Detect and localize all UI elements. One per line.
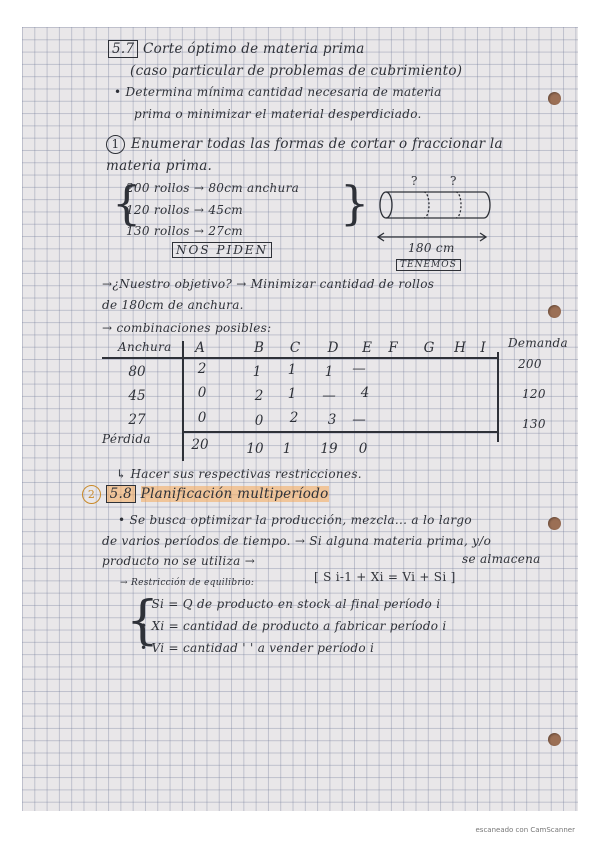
table-cell: — xyxy=(352,412,366,428)
step-text: materia prima. xyxy=(106,158,213,174)
section-header-58 xyxy=(82,485,329,504)
column-header: D xyxy=(327,340,339,356)
row-label: 45 xyxy=(128,388,146,404)
section-header-57 xyxy=(108,41,365,57)
tenemos-box: TENEMOS xyxy=(396,260,461,270)
question-mark: ? xyxy=(450,174,457,188)
table-cell: 1 xyxy=(324,364,334,380)
bullet-line: prima o minimizar el material desperdiciado. xyxy=(134,107,422,121)
demand-value: 120 xyxy=(522,387,546,401)
defs-brace: { xyxy=(126,591,160,651)
right-brace: } xyxy=(340,176,370,230)
table-cell: 3 xyxy=(327,412,337,428)
column-header: G xyxy=(423,340,435,356)
section-marker: 2 xyxy=(82,485,101,504)
table-cell: 1 xyxy=(252,364,262,380)
notebook-page xyxy=(22,27,578,811)
objective-line: →¿Nuestro objetivo? → Minimizar cantidad de rollos xyxy=(102,277,435,291)
column-header: I xyxy=(480,340,486,356)
demand-header: Demanda xyxy=(508,336,568,350)
definition-line: • Vi = cantidad ' ' a vender período i xyxy=(140,641,375,655)
body-line: de varios períodos de tiempo. → Si alguna materia prima, y/o xyxy=(102,534,492,548)
scanner-watermark: escaneado con CamScanner xyxy=(475,826,575,834)
table-corner: Anchura xyxy=(118,340,172,354)
table-cell: 2 xyxy=(254,388,264,404)
table-cell: 0 xyxy=(197,410,207,426)
question-mark: ? xyxy=(411,174,418,188)
punch-hole xyxy=(548,517,561,530)
demand-value: 200 xyxy=(518,357,542,371)
width-label: 180 cm xyxy=(408,241,455,255)
punch-hole xyxy=(548,733,561,746)
table-cell: 0 xyxy=(254,413,264,429)
loss-cell: 19 xyxy=(320,441,338,457)
nos-piden-box: NOS PIDEN xyxy=(172,243,272,257)
body-line: • Se busca optimizar la producción, mezcla... a lo largo xyxy=(118,513,472,527)
roll-line: 120 rollos → 45cm xyxy=(126,203,243,217)
body-line-end: se almacena xyxy=(462,552,541,566)
bullet-line: • Determina mínima cantidad necesaria de materia xyxy=(114,85,442,99)
table-cell: 1 xyxy=(287,386,297,402)
loss-cell: 1 xyxy=(282,441,292,457)
loss-cell: 0 xyxy=(358,441,368,457)
punch-hole xyxy=(548,92,561,105)
row-label: 27 xyxy=(128,412,146,428)
loss-cell: 10 xyxy=(246,441,264,457)
table-cell: — xyxy=(322,388,336,404)
section-title: Corte óptimo de materia prima xyxy=(142,41,365,57)
table-cell: 2 xyxy=(197,361,207,377)
left-brace: { xyxy=(112,176,142,230)
section-number: 5.7 xyxy=(108,40,138,58)
step-number: 1 xyxy=(106,135,125,154)
column-header: F xyxy=(388,340,398,356)
column-header: C xyxy=(289,340,301,356)
punch-hole xyxy=(548,305,561,318)
equilibrium-label: → Restricción de equilibrio: xyxy=(120,578,255,588)
combos-line: → combinaciones posibles: xyxy=(102,321,272,335)
step-text: Enumerar todas las formas de cortar o fraccionar la xyxy=(131,136,503,152)
column-header: E xyxy=(362,340,372,356)
table-cell: 1 xyxy=(287,362,297,378)
body-line: producto no se utiliza → xyxy=(102,554,256,568)
definition-line: • Si = Q de producto en stock al final período i xyxy=(140,597,441,611)
definition-line: • Xi = cantidad de producto a fabricar período i xyxy=(140,619,447,633)
equilibrium-formula: [ S i-1 + Xi = Vi + Si ] xyxy=(314,570,456,584)
section-subtitle: (caso particular de problemas de cubrimiento) xyxy=(130,63,463,79)
column-header: A xyxy=(195,340,205,356)
objective-line: de 180cm de anchura. xyxy=(102,298,244,312)
table-cell: — xyxy=(352,361,366,377)
table-cell: 4 xyxy=(360,385,370,401)
row-label: 80 xyxy=(128,364,146,380)
section-number: 5.8 xyxy=(106,485,136,503)
step-1-heading xyxy=(106,135,503,154)
demand-value: 130 xyxy=(522,417,546,431)
table-cell: 2 xyxy=(289,410,299,426)
column-header: B xyxy=(254,340,264,356)
loss-label: Pérdida xyxy=(102,432,151,446)
roll-line: 130 rollos → 27cm xyxy=(126,224,243,238)
column-header: H xyxy=(454,340,466,356)
loss-cell: 20 xyxy=(191,437,209,453)
section-title: Planificación multiperíodo xyxy=(140,486,329,502)
roll-line: 200 rollos → 80cm anchura xyxy=(126,181,300,195)
restrictions-line: ↳ Hacer sus respectivas restricciones. xyxy=(116,467,362,481)
table-cell: 0 xyxy=(197,385,207,401)
